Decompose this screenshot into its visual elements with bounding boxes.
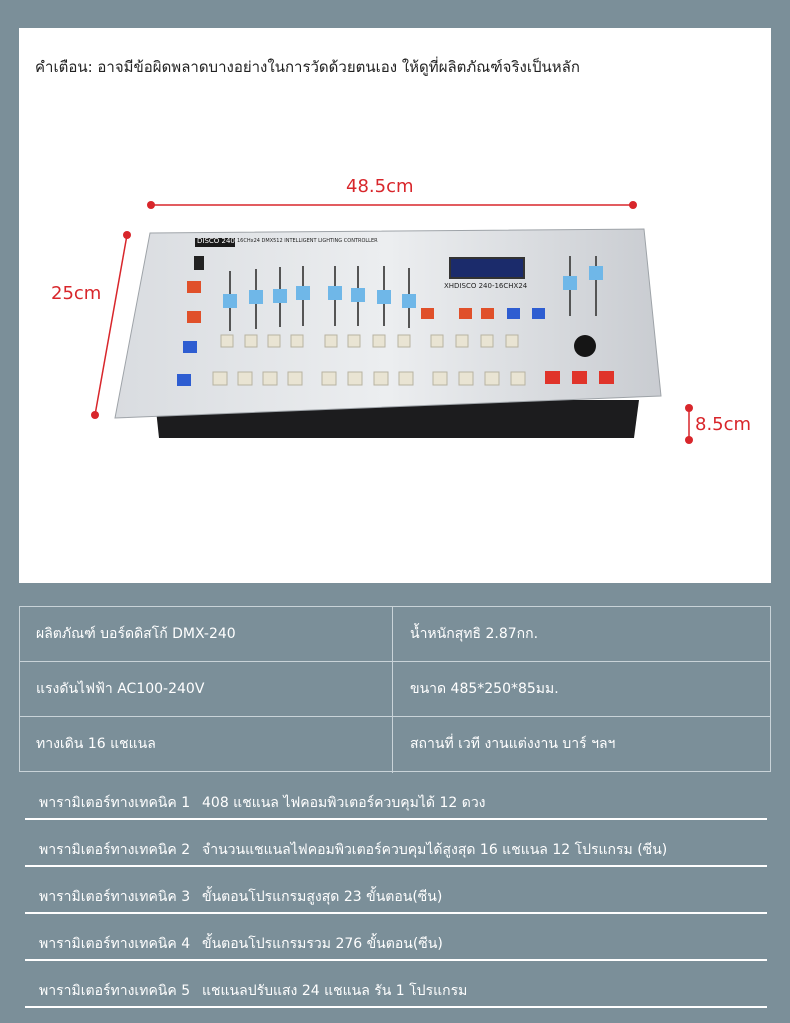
tech-param-label: พารามิเตอร์ทางเทคนิค 2: [39, 842, 191, 858]
depth-marker-start: [123, 231, 131, 239]
tech-param-value: แชแนลปรับแสง 24 แชแนล รัน 1 โปรแกรม: [202, 983, 468, 999]
tech-param-label: พารามิเตอร์ทางเทคนิค 1: [39, 795, 191, 811]
display-label: XHDISCO 240-16CHX24: [444, 282, 528, 290]
height-dimension: 8.5cm: [695, 414, 752, 435]
height-marker-start: [685, 404, 693, 412]
tech-param-row: [25, 974, 767, 1008]
measurement-warning: คำเตือน: อาจมีข้อผิดพลาดบางอย่างในการวัดด้วยตนเอง ให้ดูที่ผลิตภัณฑ์จริงเป็นหลัก: [35, 58, 580, 76]
tech-param-row: [25, 880, 767, 914]
tech-param-row: [25, 927, 767, 961]
spec-voltage: แรงดันไฟฟ้า AC100-240V: [36, 681, 205, 697]
model-badge: DISCO 240: [197, 237, 235, 245]
spec-size: ขนาด 485*250*85มม.: [410, 681, 559, 697]
spec-weight: น้ำหนักสุทธิ 2.87กก.: [410, 626, 539, 642]
tech-param-value: จำนวนแชแนลไฟคอมพิวเตอร์ควบคุมได้สูงสุด 16 แชแนล 12 โปรแกรม (ซีน): [202, 842, 668, 858]
tech-param-label: พารามิเตอร์ทางเทคนิค 4: [39, 936, 191, 952]
spec-table: [19, 606, 771, 772]
height-marker-end: [685, 436, 693, 444]
spec-venue: สถานที่ เวที งานแต่งงาน บาร์ ฯลฯ: [410, 736, 616, 752]
tech-param-value: ขั้นตอนโปรแกรมรวม 276 ขั้นตอน(ซีน): [202, 936, 443, 952]
spec-row: [20, 662, 770, 717]
tech-param-row: [25, 833, 767, 867]
tech-param-value: 408 แชแนล ไฟคอมพิวเตอร์ควบคุมได้ 12 ดวง: [202, 795, 486, 811]
spec-channels: ทางเดิน 16 แชแนล: [36, 736, 156, 752]
product-image-card: [19, 28, 771, 583]
spec-row: [20, 717, 770, 772]
tech-param-label: พารามิเตอร์ทางเทคนิค 5: [39, 983, 191, 999]
depth-dimension: 25cm: [51, 283, 102, 304]
tech-param-value: ขั้นตอนโปรแกรมสูงสุด 23 ขั้นตอน(ซีน): [202, 889, 443, 905]
width-marker-start: [147, 201, 155, 209]
device-header-text: 16CHx24 DMX512 INTELLIGENT LIGHTING CONTROLLER: [237, 238, 378, 244]
width-marker-end: [629, 201, 637, 209]
width-dimension: 48.5cm: [346, 176, 414, 197]
spec-row: [20, 607, 770, 662]
spec-product: ผลิตภัณฑ์ บอร์ดดิสโก้ DMX-240: [36, 626, 236, 642]
depth-marker-end: [91, 411, 99, 419]
dmx-controller-illustration: [19, 28, 771, 583]
tech-param-row: [25, 786, 767, 820]
tech-param-label: พารามิเตอร์ทางเทคนิค 3: [39, 889, 191, 905]
